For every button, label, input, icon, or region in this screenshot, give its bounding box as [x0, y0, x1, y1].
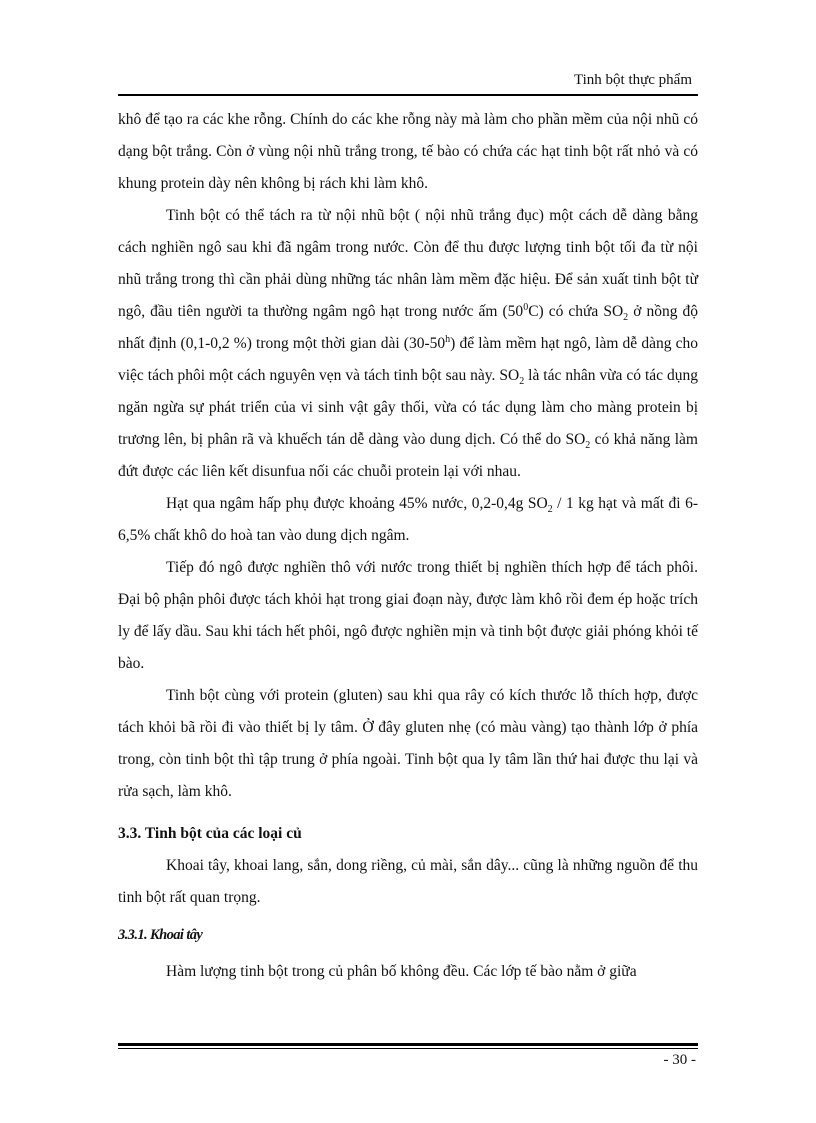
paragraph-tuber-sources: Khoai tây, khoai lang, sắn, dong riềng, củ mài, sắn dây... cũng là những nguồn để thu tinh bột rất quan trọng.: [118, 857, 698, 906]
paragraph-soaking: [118, 488, 698, 552]
paragraph-continuation: khô để tạo ra các khe rỗng. Chính do các khe rỗng này mà làm cho phần mềm của nội nhũ có dạng bột trắng. Còn ở vùng nội nhũ trắng trong, tế bào có chứa các hạt tinh bột rất nhỏ và có khung protein dày nên không bị rách khi làm khô.: [118, 111, 698, 192]
paragraph-text: / 1 kg hạt và mất đi 6-6,5% chất khô do hoà tan vào dung dịch ngâm.: [118, 495, 698, 544]
paragraph-milling: Tiếp đó ngô được nghiền thô với nước trong thiết bị nghiền thích hợp để tách phôi. Đại bộ phận phôi được tách khỏi hạt trong giai đoạn này, được làm khô rồi đem ép hoặc trích ly để lấy dầu. Sau khi tách hết phôi, ngô được nghiền mịn và tinh bột được giải phóng khỏi tế bào.: [118, 559, 698, 672]
temperature-unit-text: C) có chứa SO: [528, 303, 624, 320]
paragraph-text: ) để làm mềm hạt ngô, làm dễ dàng cho việc tách phôi một cách nguyên vẹn và tách tinh bột sau này. SO: [118, 335, 698, 384]
footer-rule-thick: [118, 1043, 698, 1046]
paragraph-corn-starch-extraction: [118, 200, 698, 488]
paragraph-text: ở nồng độ nhất định (0,1-0,2 %) trong một thời gian dài (30-50: [118, 303, 698, 352]
so2-subscript: 2: [585, 440, 591, 452]
temperature-text: (50: [502, 303, 524, 320]
paragraph-text: là tác nhân vừa có tác dụng ngăn ngừa sự phát triển của vi sinh vật gây thối, vừa có tác dụng làm cho màng protein bị trương lên, bị phân rã và khuếch tán dễ dàng vào dung dịch. Có thể do SO: [118, 367, 698, 448]
header-rule: [118, 94, 698, 96]
so2-subscript: 2: [519, 376, 525, 388]
so2-subscript: 2: [547, 504, 553, 516]
section-heading: 3.3. Tinh bột của các loại củ: [118, 825, 302, 842]
page-body: [118, 104, 698, 988]
paragraph-text: có khả năng làm đứt được các liên kết disunfua nối các chuỗi protein lại với nhau.: [118, 431, 698, 480]
paragraph-potato: Hàm lượng tinh bột trong củ phân bố không đều. Các lớp tế bào nằm ở giữa: [166, 963, 637, 980]
page-number: - 30 -: [663, 1052, 696, 1068]
degree-superscript: 0: [523, 301, 529, 313]
subsection-heading: 3.3.1. Khoai tây: [118, 927, 203, 943]
so2-subscript: 2: [623, 312, 629, 324]
footer-rule-thin: [118, 1048, 698, 1049]
paragraph-text: Hạt qua ngâm hấp phụ được khoảng 45% nước, 0,2-0,4g SO: [166, 495, 548, 512]
paragraph-centrifuge: Tinh bột cùng với protein (gluten) sau khi qua rây có kích thước lỗ thích hợp, được tách khỏi bã rồi đi vào thiết bị ly tâm. Ở đây gluten nhẹ (có màu vàng) tạo thành lớp ở phía trong, còn tinh bột thì tập trung ở phía ngoài. Tinh bột qua ly tâm lần thứ hai được thu lại và rửa sạch, làm khô.: [118, 687, 698, 800]
hour-superscript: h: [445, 333, 451, 345]
running-header-title: Tinh bột thực phẩm: [573, 72, 692, 88]
paragraph-text: Tinh bột có thể tách ra từ nội nhũ bột ( nội nhũ trắng đục) một cách dễ dàng bằng cách nghiền ngô sau khi đã ngâm trong nước. Còn để thu được lượng tinh bột tối đa từ nội nhũ trắng trong thì cần phải dùng những tác nhân làm mềm đặc hiệu. Để sản xuất tinh bột từ ngô, đầu tiên người ta thường ngâm ngô hạt trong nước ấm: [118, 207, 698, 320]
